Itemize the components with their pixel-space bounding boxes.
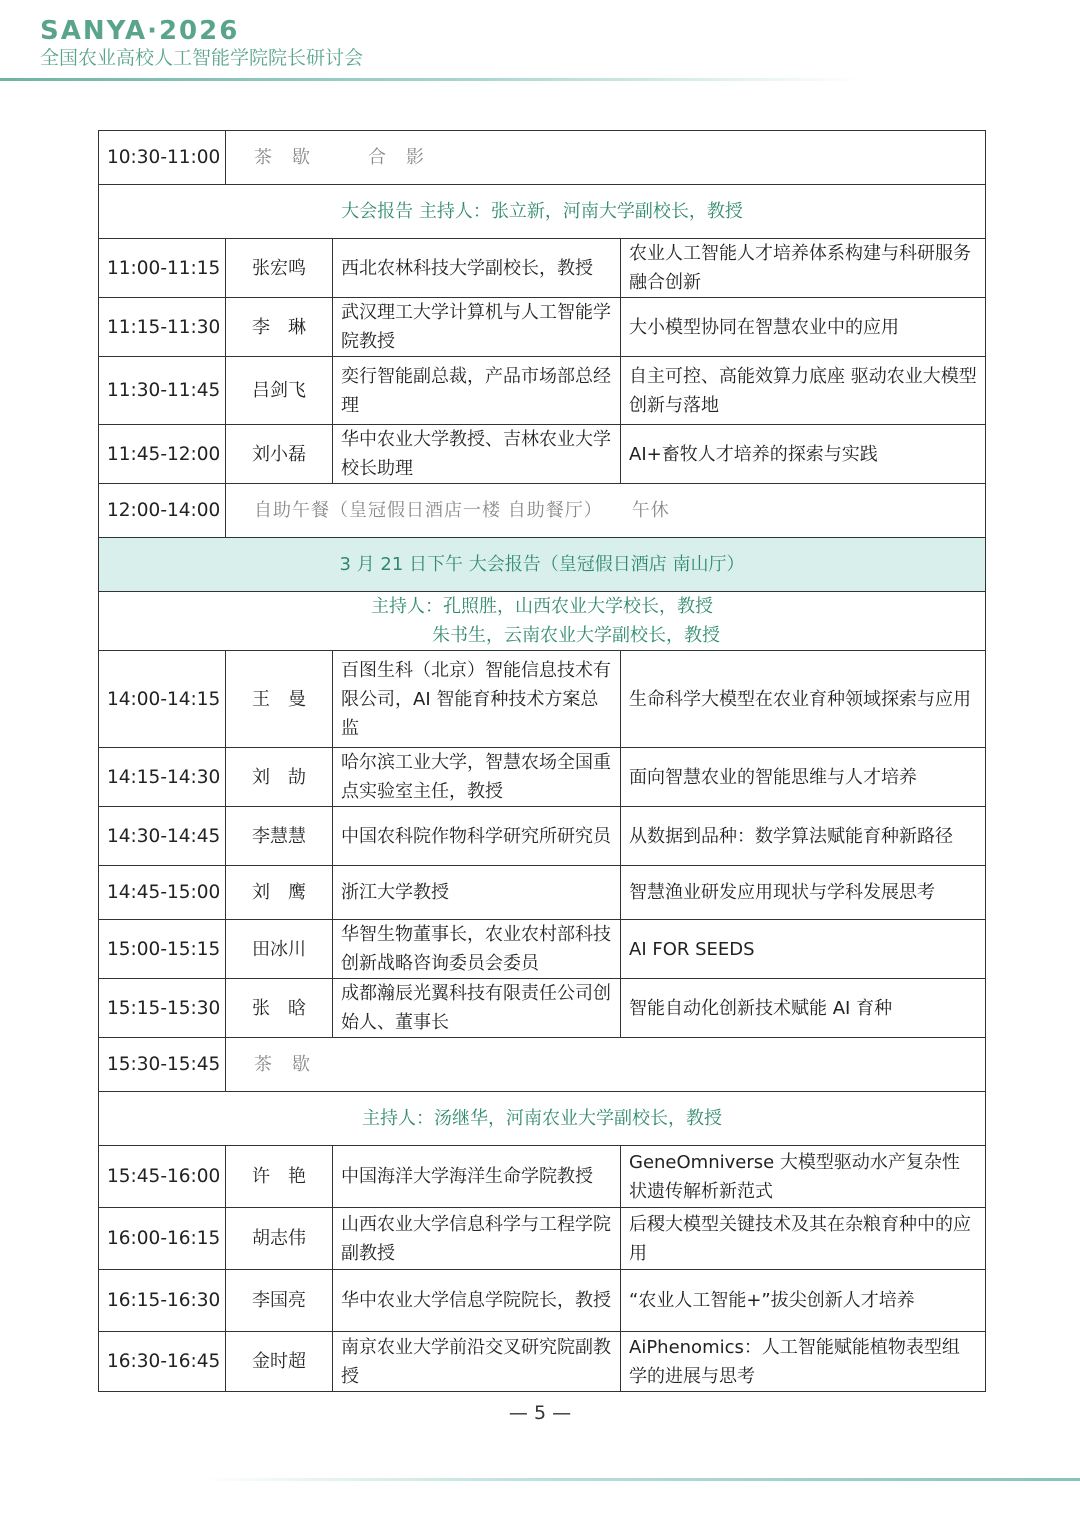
- time-cell: 15:00-15:15: [99, 920, 226, 979]
- schedule-row: [99, 920, 986, 979]
- speaker-affiliation: 华中农业大学教授、吉林农业大学校长助理: [333, 425, 621, 484]
- time-cell: 15:15-15:30: [99, 979, 226, 1038]
- brand-title: SANYA·2026: [40, 16, 240, 46]
- schedule-row: [99, 1270, 986, 1332]
- speaker-name: 刘 鹰: [226, 866, 333, 920]
- schedule-row: [99, 357, 986, 425]
- speaker-affiliation: 哈尔滨工业大学，智慧农场全国重点实验室主任，教授: [333, 748, 621, 807]
- speaker-name: 李慧慧: [226, 807, 333, 866]
- speaker-name: 吕剑飞: [226, 357, 333, 425]
- section-host: 大会报告 主持人：张立新，河南大学副校长，教授: [99, 185, 986, 239]
- section-band-row: [99, 538, 986, 592]
- schedule-row: [99, 979, 986, 1038]
- schedule-row: [99, 131, 986, 185]
- section-hosts: [99, 592, 986, 651]
- schedule-row: [99, 807, 986, 866]
- section-row: [99, 185, 986, 239]
- talk-topic: 农业人工智能人才培养体系构建与科研服务融合创新: [621, 239, 986, 298]
- schedule-row: [99, 1332, 986, 1392]
- speaker-name: 金时超: [226, 1332, 333, 1392]
- schedule-row: [99, 1146, 986, 1208]
- break-cell: 茶 歇: [226, 1038, 986, 1092]
- page-header: [40, 14, 363, 70]
- speaker-name: 许 艳: [226, 1146, 333, 1208]
- time-cell: 14:30-14:45: [99, 807, 226, 866]
- schedule-row: [99, 1038, 986, 1092]
- host-line: 朱书生，云南农业大学副校长，教授: [432, 625, 720, 646]
- talk-topic: 面向智慧农业的智能思维与人才培养: [621, 748, 986, 807]
- section-host: 主持人：汤继华，河南农业大学副校长，教授: [99, 1092, 986, 1146]
- talk-topic: 后稷大模型关键技术及其在杂粮育种中的应用: [621, 1208, 986, 1270]
- talk-topic: 生命科学大模型在农业育种领域探索与应用: [621, 651, 986, 748]
- talk-topic: AiPhenomics：人工智能赋能植物表型组学的进展与思考: [621, 1332, 986, 1392]
- schedule-row: [99, 651, 986, 748]
- speaker-affiliation: 浙江大学教授: [333, 866, 621, 920]
- speaker-affiliation: 百图生科（北京）智能信息技术有限公司，AI 智能育种技术方案总监: [333, 651, 621, 748]
- speaker-affiliation: 西北农林科技大学副校长，教授: [333, 239, 621, 298]
- speaker-name: 刘小磊: [226, 425, 333, 484]
- speaker-affiliation: 武汉理工大学计算机与人工智能学院教授: [333, 298, 621, 357]
- schedule-row: [99, 484, 986, 538]
- talk-topic: GeneOmniverse 大模型驱动水产复杂性状遗传解析新范式: [621, 1146, 986, 1208]
- schedule-row: [99, 866, 986, 920]
- speaker-affiliation: 中国农科院作物科学研究所研究员: [333, 807, 621, 866]
- talk-topic: 智能自动化创新技术赋能 AI 育种: [621, 979, 986, 1038]
- time-cell: 11:15-11:30: [99, 298, 226, 357]
- break-cell: 茶 歇 合 影: [226, 131, 986, 185]
- talk-topic: 从数据到品种：数学算法赋能育种新路径: [621, 807, 986, 866]
- time-cell: 11:30-11:45: [99, 357, 226, 425]
- section-row: [99, 592, 986, 651]
- schedule-row: [99, 239, 986, 298]
- header-divider: [0, 78, 860, 81]
- time-cell: 11:45-12:00: [99, 425, 226, 484]
- speaker-name: 李 琳: [226, 298, 333, 357]
- schedule-row: [99, 748, 986, 807]
- speaker-affiliation: 山西农业大学信息科学与工程学院副教授: [333, 1208, 621, 1270]
- time-cell: 15:45-16:00: [99, 1146, 226, 1208]
- talk-topic: 大小模型协同在智慧农业中的应用: [621, 298, 986, 357]
- section-row: [99, 1092, 986, 1146]
- talk-topic: 自主可控、高能效算力底座 驱动农业大模型创新与落地: [621, 357, 986, 425]
- speaker-affiliation: 南京农业大学前沿交叉研究院副教授: [333, 1332, 621, 1392]
- time-cell: 14:15-14:30: [99, 748, 226, 807]
- time-cell: 14:00-14:15: [99, 651, 226, 748]
- schedule-row: [99, 1208, 986, 1270]
- speaker-name: 胡志伟: [226, 1208, 333, 1270]
- speaker-affiliation: 奕行智能副总裁，产品市场部总经理: [333, 357, 621, 425]
- session-title: 3 月 21 日下午 大会报告（皇冠假日酒店 南山厅）: [99, 538, 986, 592]
- speaker-name: 李国亮: [226, 1270, 333, 1332]
- time-cell: 16:00-16:15: [99, 1208, 226, 1270]
- break-cell: 自助午餐（皇冠假日酒店一楼 自助餐厅） 午休: [226, 484, 986, 538]
- speaker-name: 王 曼: [226, 651, 333, 748]
- talk-topic: 智慧渔业研发应用现状与学科发展思考: [621, 866, 986, 920]
- host-line: 主持人：孔照胜，山西农业大学校长，教授: [371, 596, 713, 617]
- page-number: — 5 —: [508, 1402, 572, 1424]
- schedule-row: [99, 298, 986, 357]
- time-cell: 11:00-11:15: [99, 239, 226, 298]
- speaker-name: 刘 劼: [226, 748, 333, 807]
- schedule-row: [99, 425, 986, 484]
- time-cell: 12:00-14:00: [99, 484, 226, 538]
- talk-topic: AI FOR SEEDS: [621, 920, 986, 979]
- time-cell: 10:30-11:00: [99, 131, 226, 185]
- speaker-affiliation: 成都瀚辰光翼科技有限责任公司创始人、董事长: [333, 979, 621, 1038]
- time-cell: 16:30-16:45: [99, 1332, 226, 1392]
- speaker-name: 张宏鸣: [226, 239, 333, 298]
- speaker-affiliation: 华智生物董事长，农业农村部科技创新战略咨询委员会委员: [333, 920, 621, 979]
- speaker-affiliation: 中国海洋大学海洋生命学院教授: [333, 1146, 621, 1208]
- time-cell: 14:45-15:00: [99, 866, 226, 920]
- schedule-table: [98, 130, 986, 1392]
- conference-subtitle: 全国农业高校人工智能学院院长研讨会: [40, 47, 364, 69]
- talk-topic: AI+畜牧人才培养的探索与实践: [621, 425, 986, 484]
- talk-topic: “农业人工智能+”拔尖创新人才培养: [621, 1270, 986, 1332]
- footer-divider: [200, 1478, 1080, 1481]
- speaker-affiliation: 华中农业大学信息学院院长，教授: [333, 1270, 621, 1332]
- time-cell: 15:30-15:45: [99, 1038, 226, 1092]
- speaker-name: 张 晗: [226, 979, 333, 1038]
- speaker-name: 田冰川: [226, 920, 333, 979]
- time-cell: 16:15-16:30: [99, 1270, 226, 1332]
